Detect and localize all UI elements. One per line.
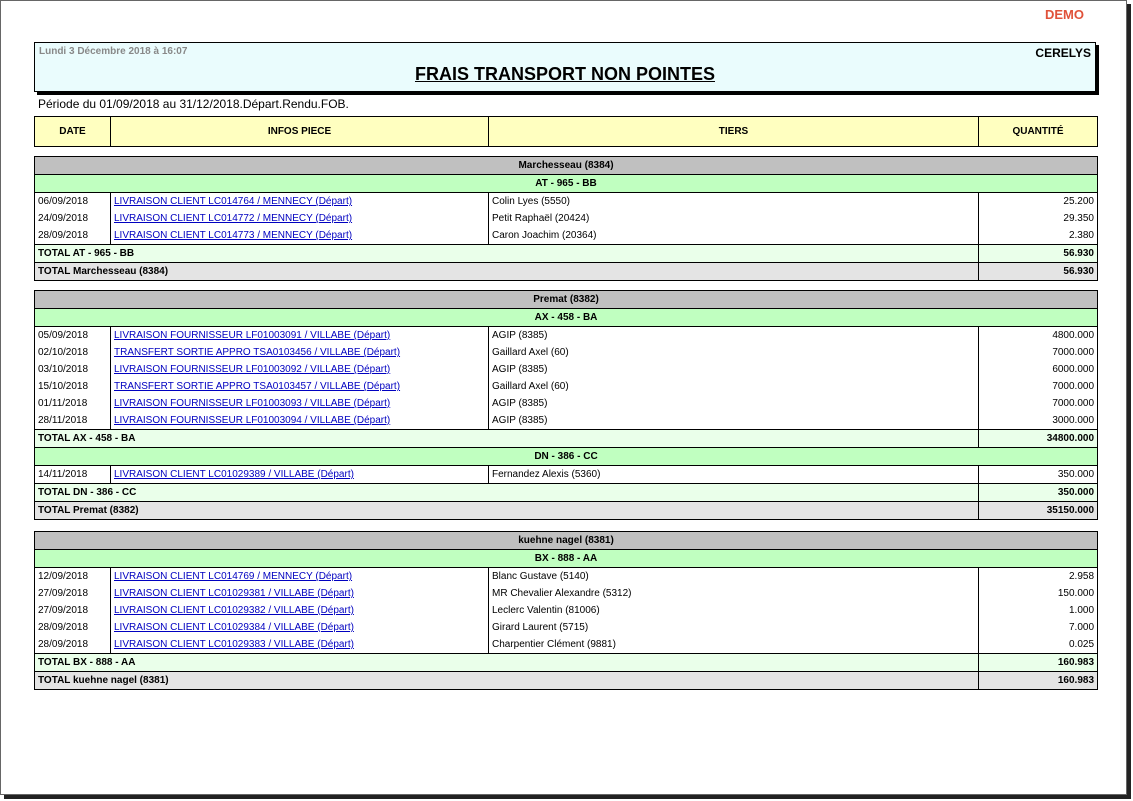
row-tiers: Girard Laurent (5715): [489, 619, 979, 636]
row-date: 24/09/2018: [35, 210, 111, 227]
group-total-label: TOTAL Marchesseau (8384): [35, 263, 979, 281]
row-date: 28/11/2018: [35, 412, 111, 430]
piece-link[interactable]: LIVRAISON FOURNISSEUR LF01003091 / VILLABE (Départ): [114, 330, 391, 341]
group-total-label: TOTAL Premat (8382): [35, 502, 979, 520]
row-piece: [111, 361, 489, 378]
group-total-row: [35, 672, 1098, 690]
piece-link[interactable]: TRANSFERT SORTIE APPRO TSA0103457 / VILLABE (Départ): [114, 381, 401, 392]
row-qty: 2.958: [979, 568, 1098, 586]
row-tiers: Caron Joachim (20364): [489, 227, 979, 245]
row-tiers: AGIP (8385): [489, 412, 979, 430]
column-header-row: [35, 117, 1098, 147]
row-qty: 29.350: [979, 210, 1098, 227]
table-row: [35, 619, 1098, 636]
row-date: 27/09/2018: [35, 585, 111, 602]
row-tiers: Petit Raphaël (20424): [489, 210, 979, 227]
subgroup-name: DN - 386 - CC: [35, 448, 1098, 466]
col-qty-header: QUANTITÉ: [979, 117, 1098, 147]
group-header-row: [35, 157, 1098, 175]
piece-link[interactable]: LIVRAISON CLIENT LC01029383 / VILLABE (Départ): [114, 639, 354, 650]
row-piece: [111, 636, 489, 654]
row-date: 01/11/2018: [35, 395, 111, 412]
row-qty: 7000.000: [979, 378, 1098, 395]
table-row: [35, 344, 1098, 361]
row-qty: 0.025: [979, 636, 1098, 654]
subgroup-total-label: TOTAL AX - 458 - BA: [35, 430, 979, 448]
row-date: 27/09/2018: [35, 602, 111, 619]
row-tiers: AGIP (8385): [489, 327, 979, 345]
row-qty: 3000.000: [979, 412, 1098, 430]
piece-link[interactable]: LIVRAISON CLIENT LC014772 / MENNECY (Départ): [114, 213, 353, 224]
piece-link[interactable]: LIVRAISON FOURNISSEUR LF01003093 / VILLABE (Départ): [114, 398, 391, 409]
subgroup-total-row: [35, 654, 1098, 672]
row-tiers: Leclerc Valentin (81006): [489, 602, 979, 619]
table-row: [35, 636, 1098, 654]
row-qty: 7000.000: [979, 344, 1098, 361]
row-date: 06/09/2018: [35, 193, 111, 211]
piece-link[interactable]: LIVRAISON CLIENT LC01029389 / VILLABE (Départ): [114, 469, 354, 480]
table-row: [35, 361, 1098, 378]
row-qty: 25.200: [979, 193, 1098, 211]
row-piece: [111, 227, 489, 245]
subgroup-name: AX - 458 - BA: [35, 309, 1098, 327]
piece-link[interactable]: LIVRAISON CLIENT LC01029384 / VILLABE (Départ): [114, 622, 354, 633]
row-tiers: Fernandez Alexis (5360): [489, 466, 979, 484]
row-qty: 2.380: [979, 227, 1098, 245]
group-total-row: [35, 263, 1098, 281]
col-tiers-header: TIERS: [489, 117, 979, 147]
table-row: [35, 466, 1098, 484]
row-piece: [111, 327, 489, 345]
group-name: Marchesseau (8384): [35, 157, 1098, 175]
subgroup-name: BX - 888 - AA: [35, 550, 1098, 568]
table-row: [35, 378, 1098, 395]
row-tiers: Gaillard Axel (60): [489, 378, 979, 395]
row-qty: 350.000: [979, 466, 1098, 484]
subgroup-total-row: [35, 430, 1098, 448]
subgroup-total-row: [35, 245, 1098, 263]
row-piece: [111, 193, 489, 211]
row-date: 28/09/2018: [35, 636, 111, 654]
row-piece: [111, 568, 489, 586]
subgroup-total-label: TOTAL AT - 965 - BB: [35, 245, 979, 263]
piece-link[interactable]: LIVRAISON CLIENT LC014773 / MENNECY (Départ): [114, 230, 353, 241]
group-total-value: 56.930: [979, 263, 1098, 281]
row-qty: 1.000: [979, 602, 1098, 619]
row-date: 15/10/2018: [35, 378, 111, 395]
subgroup-header-row: [35, 175, 1098, 193]
table-row: [35, 210, 1098, 227]
row-piece: [111, 395, 489, 412]
table-row: [35, 395, 1098, 412]
row-date: 03/10/2018: [35, 361, 111, 378]
piece-link[interactable]: LIVRAISON CLIENT LC014764 / MENNECY (Départ): [114, 196, 353, 207]
column-header-table: [34, 116, 1098, 147]
group-total-row: [35, 502, 1098, 520]
row-tiers: Blanc Gustave (5140): [489, 568, 979, 586]
row-piece: [111, 602, 489, 619]
group-table: [34, 290, 1098, 520]
row-tiers: AGIP (8385): [489, 361, 979, 378]
row-piece: [111, 344, 489, 361]
group-name: kuehne nagel (8381): [35, 532, 1098, 550]
row-piece: [111, 466, 489, 484]
row-piece: [111, 585, 489, 602]
subgroup-header-row: [35, 448, 1098, 466]
subgroup-header-row: [35, 550, 1098, 568]
table-row: [35, 585, 1098, 602]
subgroup-header-row: [35, 309, 1098, 327]
subgroup-total-value: 34800.000: [979, 430, 1098, 448]
piece-link[interactable]: LIVRAISON FOURNISSEUR LF01003092 / VILLABE (Départ): [114, 364, 391, 375]
group-total-value: 35150.000: [979, 502, 1098, 520]
col-infos-header: INFOS PIECE: [111, 117, 489, 147]
group-header-row: [35, 532, 1098, 550]
subgroup-name: AT - 965 - BB: [35, 175, 1098, 193]
report-title: FRAIS TRANSPORT NON POINTES: [414, 64, 715, 84]
row-tiers: Gaillard Axel (60): [489, 344, 979, 361]
row-date: 28/09/2018: [35, 227, 111, 245]
demo-watermark: DEMO: [1045, 7, 1084, 22]
row-tiers: Colin Lyes (5550): [489, 193, 979, 211]
piece-link[interactable]: LIVRAISON CLIENT LC014769 / MENNECY (Départ): [114, 571, 353, 582]
table-row: [35, 327, 1098, 345]
subgroup-total-value: 56.930: [979, 245, 1098, 263]
row-qty: 4800.000: [979, 327, 1098, 345]
print-date: Lundi 3 Décembre 2018 à 16:07: [39, 46, 188, 57]
group-total-label: TOTAL kuehne nagel (8381): [35, 672, 979, 690]
row-tiers: AGIP (8385): [489, 395, 979, 412]
table-row: [35, 412, 1098, 430]
row-piece: [111, 378, 489, 395]
report-header: [34, 42, 1096, 92]
group-header-row: [35, 291, 1098, 309]
group-total-value: 160.983: [979, 672, 1098, 690]
row-date: 05/09/2018: [35, 327, 111, 345]
group-table: [34, 156, 1098, 281]
row-date: 12/09/2018: [35, 568, 111, 586]
table-row: [35, 602, 1098, 619]
row-tiers: MR Chevalier Alexandre (5312): [489, 585, 979, 602]
subgroup-total-label: TOTAL DN - 386 - CC: [35, 484, 979, 502]
group-name: Premat (8382): [35, 291, 1098, 309]
table-row: [35, 227, 1098, 245]
piece-link[interactable]: LIVRAISON CLIENT LC01029382 / VILLABE (Départ): [114, 605, 354, 616]
col-date-header: DATE: [35, 117, 111, 147]
row-qty: 7000.000: [979, 395, 1098, 412]
company-name: CERELYS: [1035, 46, 1091, 60]
row-date: 14/11/2018: [35, 466, 111, 484]
group-table: [34, 531, 1098, 690]
subgroup-total-value: 350.000: [979, 484, 1098, 502]
table-row: [35, 568, 1098, 586]
row-piece: [111, 210, 489, 227]
row-piece: [111, 619, 489, 636]
subgroup-total-row: [35, 484, 1098, 502]
piece-link[interactable]: LIVRAISON CLIENT LC01029381 / VILLABE (Départ): [114, 588, 354, 599]
row-piece: [111, 412, 489, 430]
row-qty: 7.000: [979, 619, 1098, 636]
piece-link[interactable]: LIVRAISON FOURNISSEUR LF01003094 / VILLABE (Départ): [114, 415, 391, 426]
period-line: Période du 01/09/2018 au 31/12/2018.Départ.Rendu.FOB.: [38, 97, 349, 111]
table-row: [35, 193, 1098, 211]
row-tiers: Charpentier Clément (9881): [489, 636, 979, 654]
row-qty: 150.000: [979, 585, 1098, 602]
piece-link[interactable]: TRANSFERT SORTIE APPRO TSA0103456 / VILLABE (Départ): [114, 347, 401, 358]
row-qty: 6000.000: [979, 361, 1098, 378]
row-date: 28/09/2018: [35, 619, 111, 636]
subgroup-total-label: TOTAL BX - 888 - AA: [35, 654, 979, 672]
subgroup-total-value: 160.983: [979, 654, 1098, 672]
row-date: 02/10/2018: [35, 344, 111, 361]
